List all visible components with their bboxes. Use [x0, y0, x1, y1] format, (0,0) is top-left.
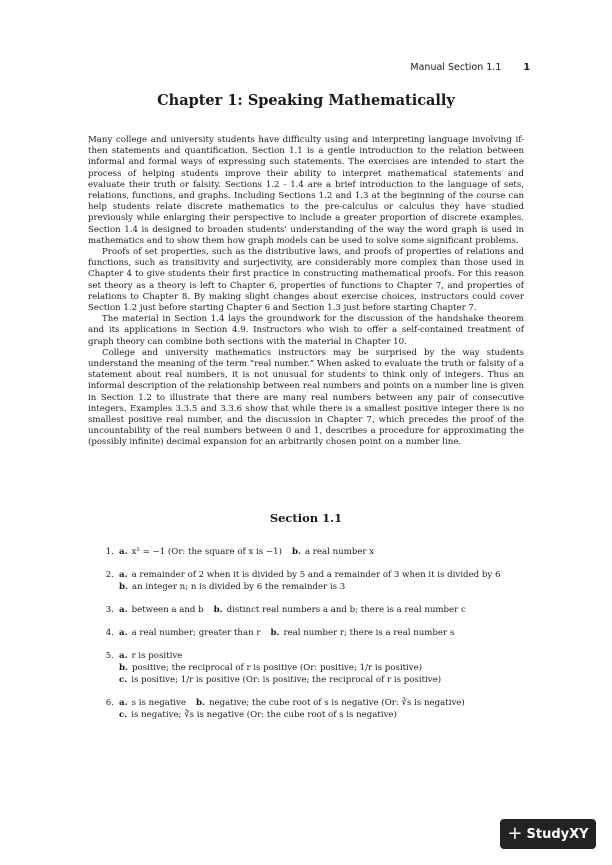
exercise-number: 3.: [105, 605, 114, 615]
exercise-part: [119, 697, 186, 709]
plus-icon: +: [507, 823, 523, 844]
exercise-part: [214, 604, 466, 616]
exercise-item: [100, 697, 530, 721]
part-text: a real number; greater than r: [131, 628, 261, 638]
part-text: between a and b: [131, 605, 204, 615]
exercise-line: [100, 627, 530, 639]
part-label: c.: [119, 710, 128, 720]
part-text: r is positive: [131, 651, 183, 661]
exercise-list: [100, 546, 530, 732]
exercise-number: 6.: [105, 698, 114, 708]
part-label: a.: [119, 570, 128, 580]
exercise-part: [119, 569, 500, 581]
part-label: b.: [119, 582, 129, 592]
intro-paragraph: The material in Section 1.4 lays the groundwork for the discussion of the handshake theorem and its applications in Section 4.9. Instructors who wish to offer a self-contained treatment of graph theory can combine both sections with the material in Chapter 10.: [88, 314, 524, 347]
exercise-number: 4.: [105, 628, 114, 638]
exercise-item: [100, 604, 530, 616]
part-label: a.: [119, 547, 128, 557]
intro-paragraph: Proofs of set properties, such as the distributive laws, and proofs of properties of relations and functions, such as transitivity and surjectivity, are considerably more complex than those used in Chapter 4 to give students their first practice in constructing mathematical proofs. For this reason set theory as a theory is left to Chapter 6, properties of functions to Chapter 7, and properties of relations to Chapter 8. By making slight changes about exercise choices, instructors could cover Section 1.2 just before starting Chapter 6 and Section 1.3 just before starting Chapter 7.: [88, 247, 524, 314]
exercise-item: [100, 627, 530, 639]
exercise-line: [100, 546, 530, 558]
intro-paragraph: Many college and university students have difficulty using and interpreting language involving if-then statements and quantification. Section 1.1 is a gentle introduction to the relation between informal and formal ways of expressing such statements. The exercises are intended to start the process of helping students improve their ability to interpret mathematical statements and evaluate their truth or falsity. Sections 1.2 - 1.4 are a brief introduction to the language of sets, relations, functions, and graphs. Including Sections 1.2 and 1.3 at the beginning of the course can help students relate discrete mathematics to the pre-calculus or calculus they have studied previously while enlarging their perspective to include a greater proportion of discrete examples. Section 1.4 is designed to broaden students' understanding of the way the word graph is used in mathematics and to show them how graph models can be used to solve some significant problems.: [88, 135, 524, 246]
part-label: b.: [195, 698, 205, 708]
exercise-number: 5.: [105, 651, 114, 661]
part-label: b.: [119, 663, 129, 673]
studyxy-logo: [500, 819, 596, 849]
section-title: Section 1.1: [269, 511, 343, 525]
exercise-number: 1.: [105, 547, 114, 557]
part-label: a.: [119, 698, 128, 708]
exercise-line: [100, 569, 530, 581]
part-text: negative; the cube root of s is negative (Or: ∛s is negative): [209, 698, 465, 708]
exercise-part: [119, 662, 422, 674]
exercise-number: 2.: [105, 570, 114, 580]
exercise-line: [100, 662, 530, 674]
part-label: c.: [119, 675, 128, 685]
part-text: s is negative: [131, 698, 186, 708]
part-text: a remainder of 2 when it is divided by 5 and a remainder of 3 when it is divided by 6: [131, 570, 501, 580]
exercise-indent: [100, 581, 119, 593]
part-text: a real number x: [304, 547, 375, 557]
part-text: x² = −1 (Or: the square of x is −1): [131, 547, 282, 557]
exercise-line: [100, 697, 530, 709]
exercise-item: [100, 546, 530, 558]
part-label: b.: [291, 547, 301, 557]
intro-paragraph: College and university mathematics instructors may be surprised by the way students understand the meaning of the term “real number.” When asked to evaluate the truth or falsity of a statement about real numbers, it is not unusual for students to think only of integers. Thus an informal description of the relationship between real numbers and points on a number line is given in Section 1.2 to illustrate that there are many real numbers between any pair of consecutive integers, Examples 3.3.5 and 3.3.6 show that while there is a smallest positive integer there is no smallest positive real number, and the discussion in Chapter 7, which precedes the proof of the uncountability of the real numbers between 0 and 1, describes a procedure for approximating the (possibly infinite) decimal expansion for an arbitrarily chosen point on a number line.: [88, 347, 524, 448]
exercise-part: [119, 546, 282, 558]
exercise-part: [119, 627, 260, 639]
part-label: a.: [119, 605, 128, 615]
exercise-line: [100, 709, 530, 721]
part-text: positive; the reciprocal of r is positive (Or: positive; 1/r is positive): [132, 663, 423, 673]
part-label: b.: [213, 605, 223, 615]
exercise-line: [100, 604, 530, 616]
part-text: is negative; ∛s is negative (Or: the cube root of s is negative): [131, 710, 397, 720]
part-text: an integer n; n is divided by 6 the remainder is 3: [132, 582, 346, 592]
exercise-part: [119, 604, 204, 616]
logo-text: StudyXY: [526, 826, 589, 842]
exercise-indent: [100, 662, 119, 674]
running-title: Manual Section 1.1: [410, 62, 502, 73]
part-label: a.: [119, 651, 128, 661]
part-text: distinct real numbers a and b; there is a real number c: [226, 605, 466, 615]
exercise-line: [100, 581, 530, 593]
exercise-indent: [100, 709, 119, 721]
exercise-line: [100, 650, 530, 662]
intro-text: [88, 135, 524, 449]
chapter-title: Chapter 1: Speaking Mathematically: [157, 92, 455, 109]
exercise-item: [100, 569, 530, 593]
exercise-part: [119, 581, 345, 593]
exercise-indent: [100, 674, 119, 686]
part-text: real number r; there is a real number s: [283, 628, 455, 638]
exercise-part: [119, 674, 441, 686]
exercise-part: [196, 697, 465, 709]
part-label: a.: [119, 628, 128, 638]
exercise-item: [100, 650, 530, 686]
exercise-line: [100, 674, 530, 686]
exercise-part: [119, 650, 182, 662]
page-header: [410, 62, 530, 73]
part-label: b.: [270, 628, 280, 638]
exercise-part: [270, 627, 454, 639]
part-text: is positive; 1/r is positive (Or: is positive; the reciprocal of r is positive): [131, 675, 442, 685]
page-number: 1: [523, 62, 530, 73]
exercise-part: [119, 709, 397, 721]
exercise-part: [292, 546, 374, 558]
